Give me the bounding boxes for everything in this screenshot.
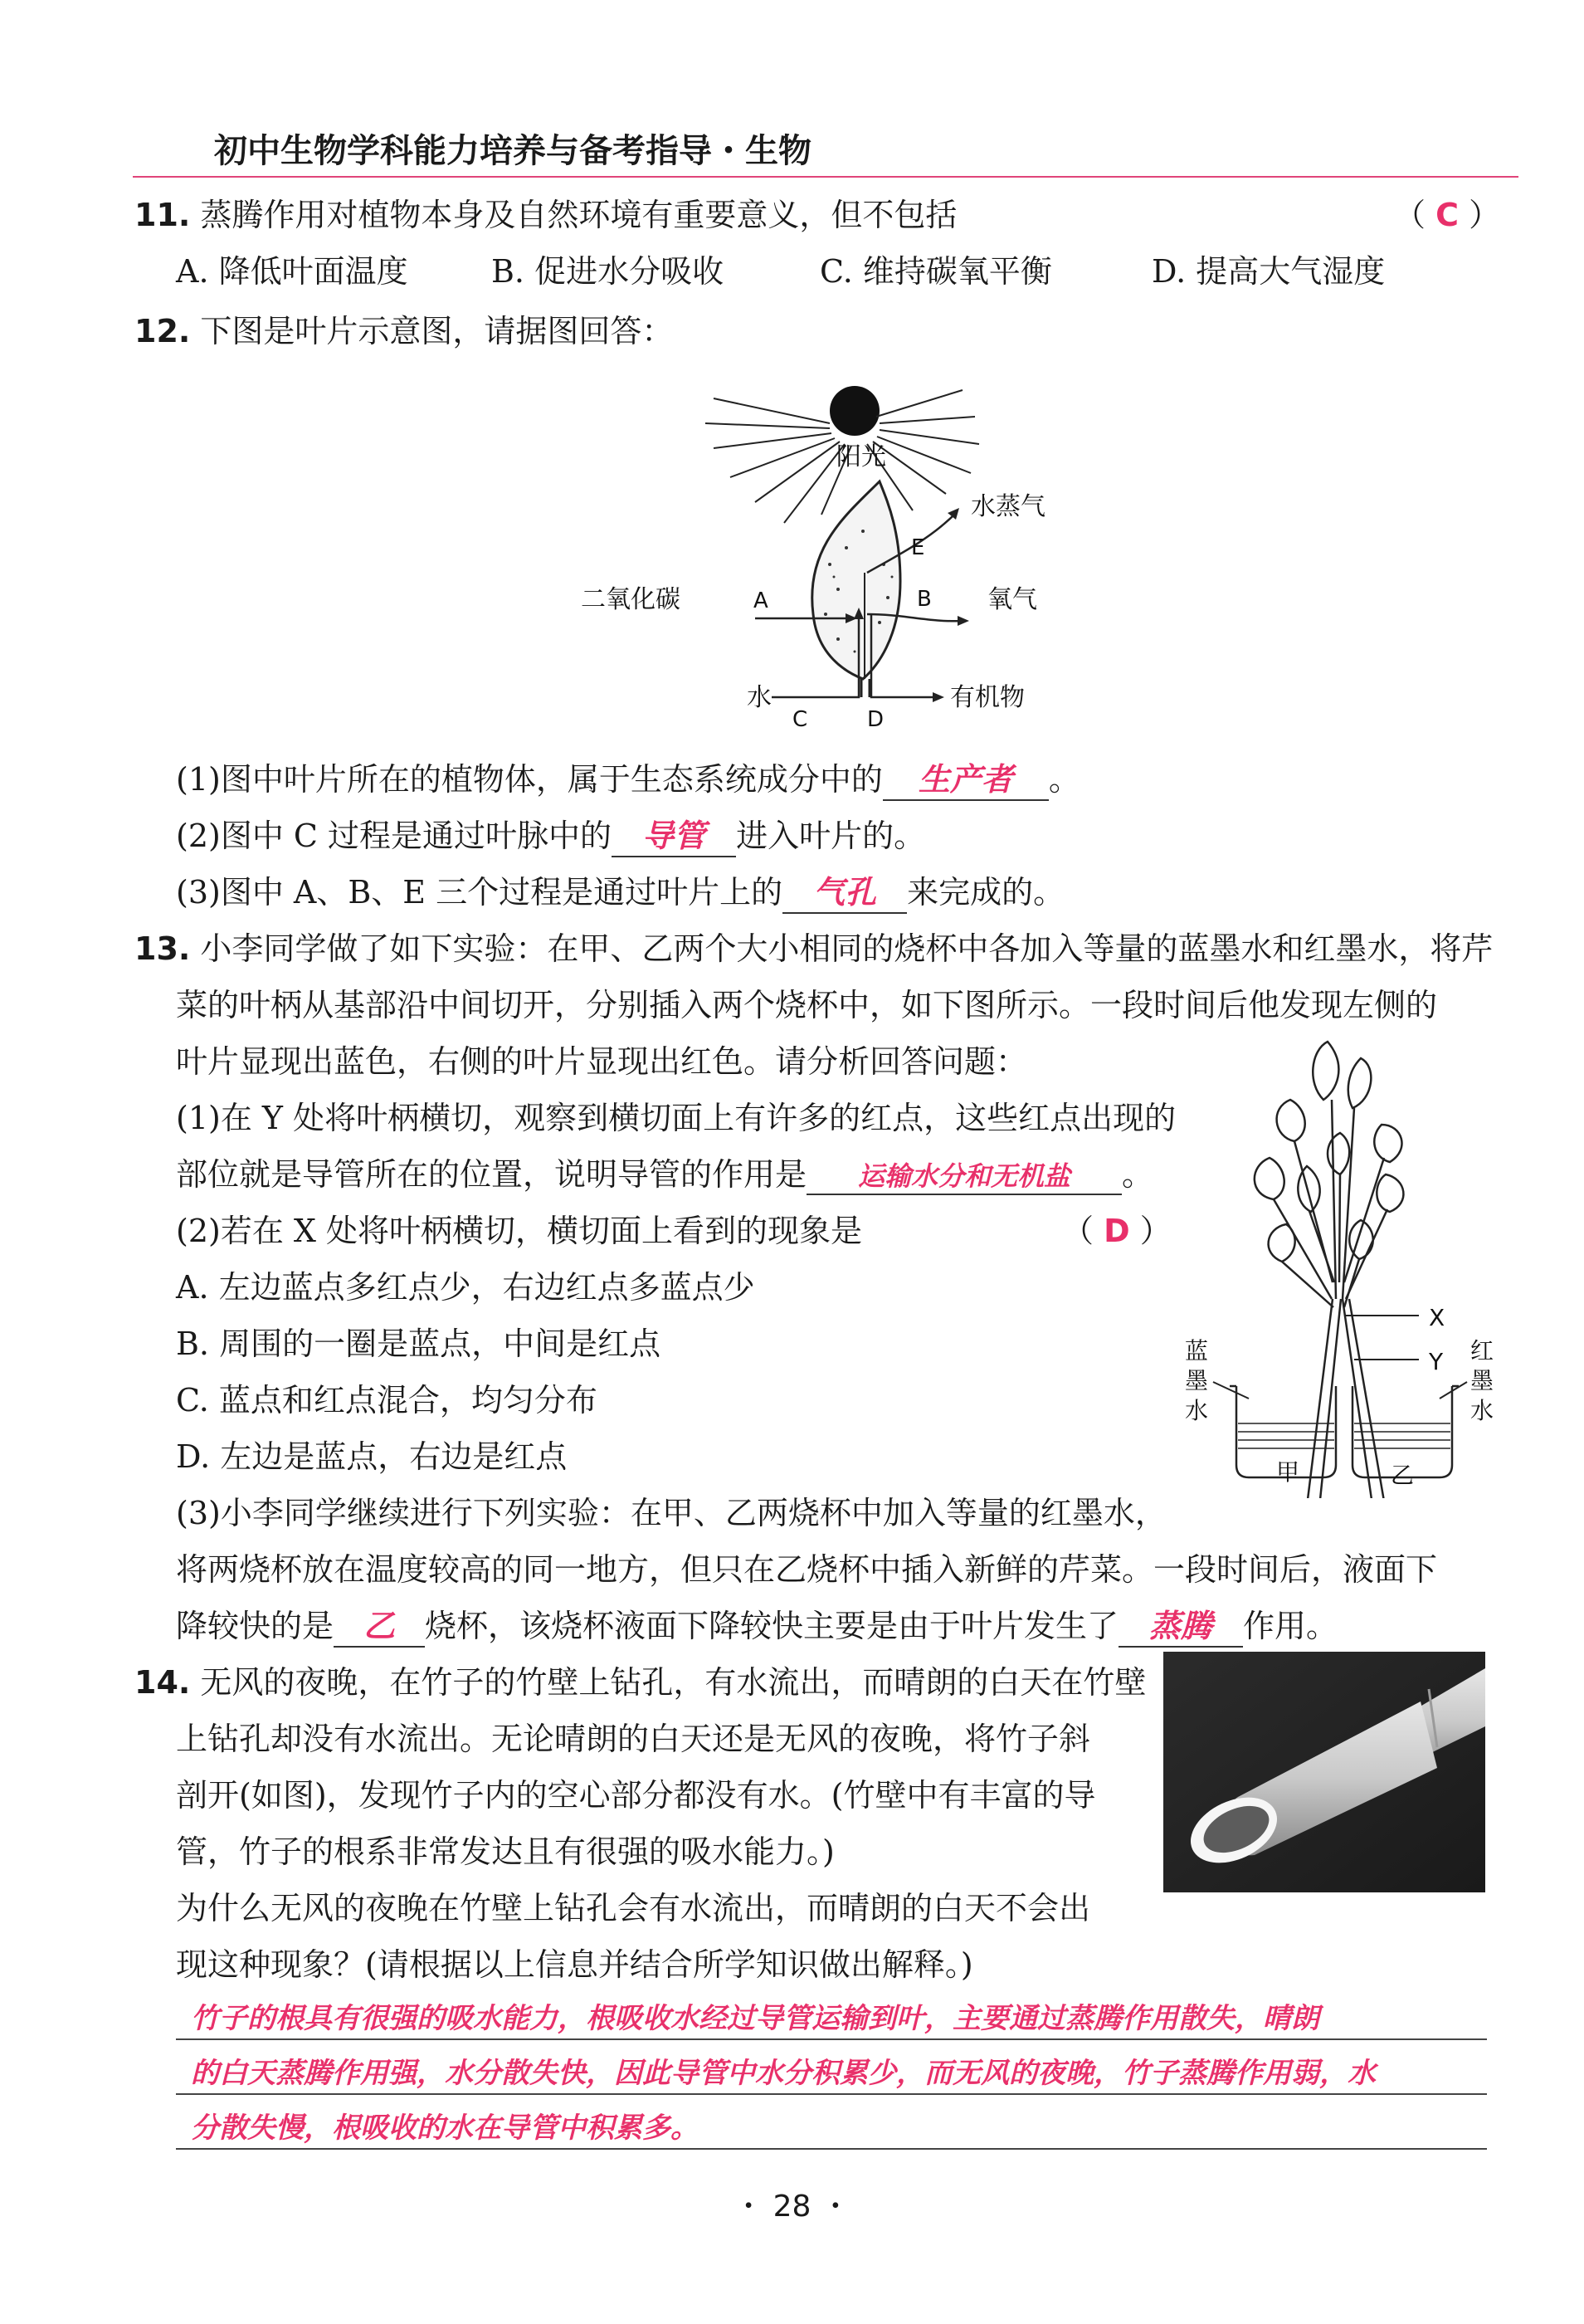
q12-sub3-text: (3)图中 A、B、E 三个过程是通过叶片上的 (176, 874, 783, 911)
q12-stem-line (134, 305, 673, 351)
q14-answer-line1: 竹子的根具有很强的吸水能力，根吸收水经过导管运输到叶，主要通过蒸腾作用散失，晴朗 (191, 2002, 1319, 2035)
label-B: B (917, 587, 932, 612)
paren-open: （ (1394, 197, 1426, 233)
answer-rule-3 (176, 2148, 1487, 2150)
q14-line6: 现这种现象？(请根据以上信息并结合所学知识做出解释。) (176, 1946, 973, 1983)
celery-experiment-figure (1170, 1033, 1518, 1498)
page-header-title: 初中生物学科能力培养与备考指导・生物 (214, 132, 811, 170)
label-C: C (792, 707, 808, 730)
label-blue-ink-3: 水 (1185, 1397, 1209, 1424)
label-X: X (1429, 1304, 1445, 1331)
label-organic: 有机物 (950, 683, 1025, 712)
q14-answer-line2: 的白天蒸腾作用强，水分散失快，因此导管中水分积累少，而无风的夜晚，竹子蒸腾作用弱，水 (191, 2057, 1376, 2090)
q14-line5: 为什么无风的夜晚在竹壁上钻孔会有水流出，而晴朗的白天不会出 (176, 1890, 1091, 1926)
q13-line2: 菜的叶柄从基部沿中间切开，分别插入两个烧杯中，如下图所示。一段时间后他发现左侧的 (176, 987, 1438, 1023)
q13-sub1-line2 (176, 1149, 1153, 1195)
q13-sub2-answer: D (1104, 1213, 1130, 1249)
q13-sub3-line3 (176, 1600, 1338, 1648)
q12-sub2-end: 进入叶片的。 (736, 818, 926, 854)
label-E: E (911, 535, 925, 560)
paren-open: （ (1062, 1213, 1094, 1249)
q12-sub3-answer: 气孔 (782, 867, 907, 914)
q13-sub3-text-2: 烧杯，该烧杯液面下降较快主要是由于叶片发生了 (425, 1608, 1119, 1644)
q13-line3: 叶片显现出蓝色，右侧的叶片显现出红色。请分析回答问题： (176, 1043, 1028, 1080)
q12-sub2 (176, 810, 925, 857)
label-red-ink-3: 水 (1470, 1397, 1494, 1424)
q13-sub3-text-3: 作用。 (1243, 1608, 1338, 1644)
q12-sub2-answer: 导管 (612, 810, 736, 857)
q13-option-a: A. 左边蓝点多红点少，右边红点多蓝点少 (176, 1269, 755, 1306)
q12-sub3-end: 来完成的。 (907, 874, 1065, 911)
q12-sub1-answer: 生产者 (883, 754, 1049, 801)
q12-stem: 下图是叶片示意图，请据图回答： (200, 313, 674, 349)
q13-option-b: B. 周围的一圈是蓝点，中间是红点 (176, 1326, 661, 1362)
label-jia: 甲 (1276, 1458, 1300, 1486)
q12-number: 12. (134, 313, 191, 349)
label-Y: Y (1429, 1348, 1444, 1375)
q13-sub3-text-1: 降较快的是 (176, 1608, 334, 1644)
q12-sub2-text: (2)图中 C 过程是通过叶脉中的 (176, 818, 612, 854)
label-water: 水 (747, 683, 772, 712)
q13-sub3-answer-1: 乙 (334, 1600, 425, 1648)
q13-sub2-stem: (2)若在 X 处将叶柄横切，横切面上看到的现象是 (176, 1213, 863, 1249)
ink-level-yi (1354, 1423, 1450, 1448)
q11-option-c: C. 维持碳氧平衡 (820, 253, 1052, 290)
leaf-diagram (581, 365, 1079, 730)
q11-number: 11. (134, 197, 191, 233)
celery-leaves (1255, 1042, 1404, 1262)
q14-stem-1: 无风的夜晚，在竹子的竹壁上钻孔，有水流出，而晴朗的白天在竹壁 (200, 1664, 1147, 1701)
leaf-shape (812, 481, 900, 679)
q14-line4: 管，竹子的根系非常发达且有很强的吸水能力。) (176, 1833, 835, 1870)
q11-stem: 蒸腾作用对植物本身及自然环境有重要意义，但不包括 (200, 197, 958, 233)
q12-sub3 (176, 867, 1065, 914)
label-oxygen: 氧气 (987, 585, 1037, 614)
label-blue-ink-1: 蓝 (1185, 1337, 1209, 1365)
q13-sub1-text: 部位就是导管所在的位置，说明导管的作用是 (176, 1156, 807, 1193)
q13-sub1-answer: 运输水分和无机盐 (807, 1155, 1122, 1195)
label-sunlight: 阳光 (836, 442, 886, 471)
label-red-ink-2: 墨 (1470, 1367, 1494, 1394)
q13-option-c: C. 蓝点和红点混合，均匀分布 (176, 1382, 597, 1418)
q11-option-a: A. 降低叶面温度 (176, 253, 408, 290)
header-divider (133, 176, 1518, 178)
q14-line3: 剖开(如图)，发现竹子内的空心部分都没有水。(竹壁中有丰富的导 (176, 1777, 1096, 1814)
paren-close: ） (1469, 197, 1501, 233)
label-red-ink-1: 红 (1470, 1337, 1494, 1365)
bamboo-photo (1163, 1652, 1485, 1892)
sun-icon (830, 386, 880, 436)
q13-sub3-line2: 将两烧杯放在温度较高的同一地方，但只在乙烧杯中插入新鲜的芹菜。一段时间后，液面下 (176, 1551, 1438, 1588)
q13-sub1-line1: (1)在 Y 处将叶柄横切，观察到横切面上有许多的红点，这些红点出现的 (176, 1100, 1177, 1136)
ink-level-jia (1238, 1423, 1334, 1448)
q11-answer-paren (1394, 189, 1500, 235)
label-blue-ink-2: 墨 (1185, 1367, 1209, 1394)
q14-line1 (134, 1657, 1146, 1702)
q13-sub2-answer-paren (1062, 1205, 1172, 1251)
label-co2: 二氧化碳 (581, 585, 680, 614)
q11-option-d: D. 提高大气湿度 (1152, 253, 1386, 290)
q14-number: 14. (134, 1664, 191, 1701)
q11-stem-line (134, 189, 957, 235)
q13-line1 (134, 923, 1493, 969)
answer-rule-2 (176, 2093, 1487, 2095)
q13-sub3-line1: (3)小李同学继续进行下列实验：在甲、乙两烧杯中加入等量的红墨水， (176, 1495, 1167, 1531)
page-number: ・ 28 ・ (734, 2190, 850, 2224)
q13-sub1-end: 。 (1122, 1156, 1154, 1193)
q14-answer-line3: 分散失慢，根吸收的水在导管中积累多。 (191, 2112, 699, 2145)
q12-sub1 (176, 754, 1080, 801)
q13-number: 13. (134, 930, 191, 967)
label-A: A (753, 588, 768, 613)
label-D: D (867, 707, 885, 730)
label-water-vapor: 水蒸气 (971, 492, 1045, 521)
q11-option-b: B. 促进水分吸收 (491, 253, 724, 290)
answer-rule-1 (176, 2038, 1487, 2040)
q12-sub1-end: 。 (1048, 761, 1080, 798)
q13-sub3-answer-2: 蒸腾 (1119, 1600, 1243, 1648)
q14-line2: 上钻孔却没有水流出。无论晴朗的白天还是无风的夜晚，将竹子斜 (176, 1721, 1091, 1757)
q11-answer: C (1435, 197, 1459, 233)
q13-option-d: D. 左边是蓝点，右边是红点 (176, 1438, 568, 1475)
label-yi: 乙 (1391, 1462, 1415, 1489)
q12-sub1-text: (1)图中叶片所在的植物体，属于生态系统成分中的 (176, 761, 883, 798)
q13-stem-1: 小李同学做了如下实验：在甲、乙两个大小相同的烧杯中各加入等量的蓝墨水和红墨水，将芹 (200, 930, 1494, 967)
paren-close: ） (1139, 1213, 1172, 1249)
